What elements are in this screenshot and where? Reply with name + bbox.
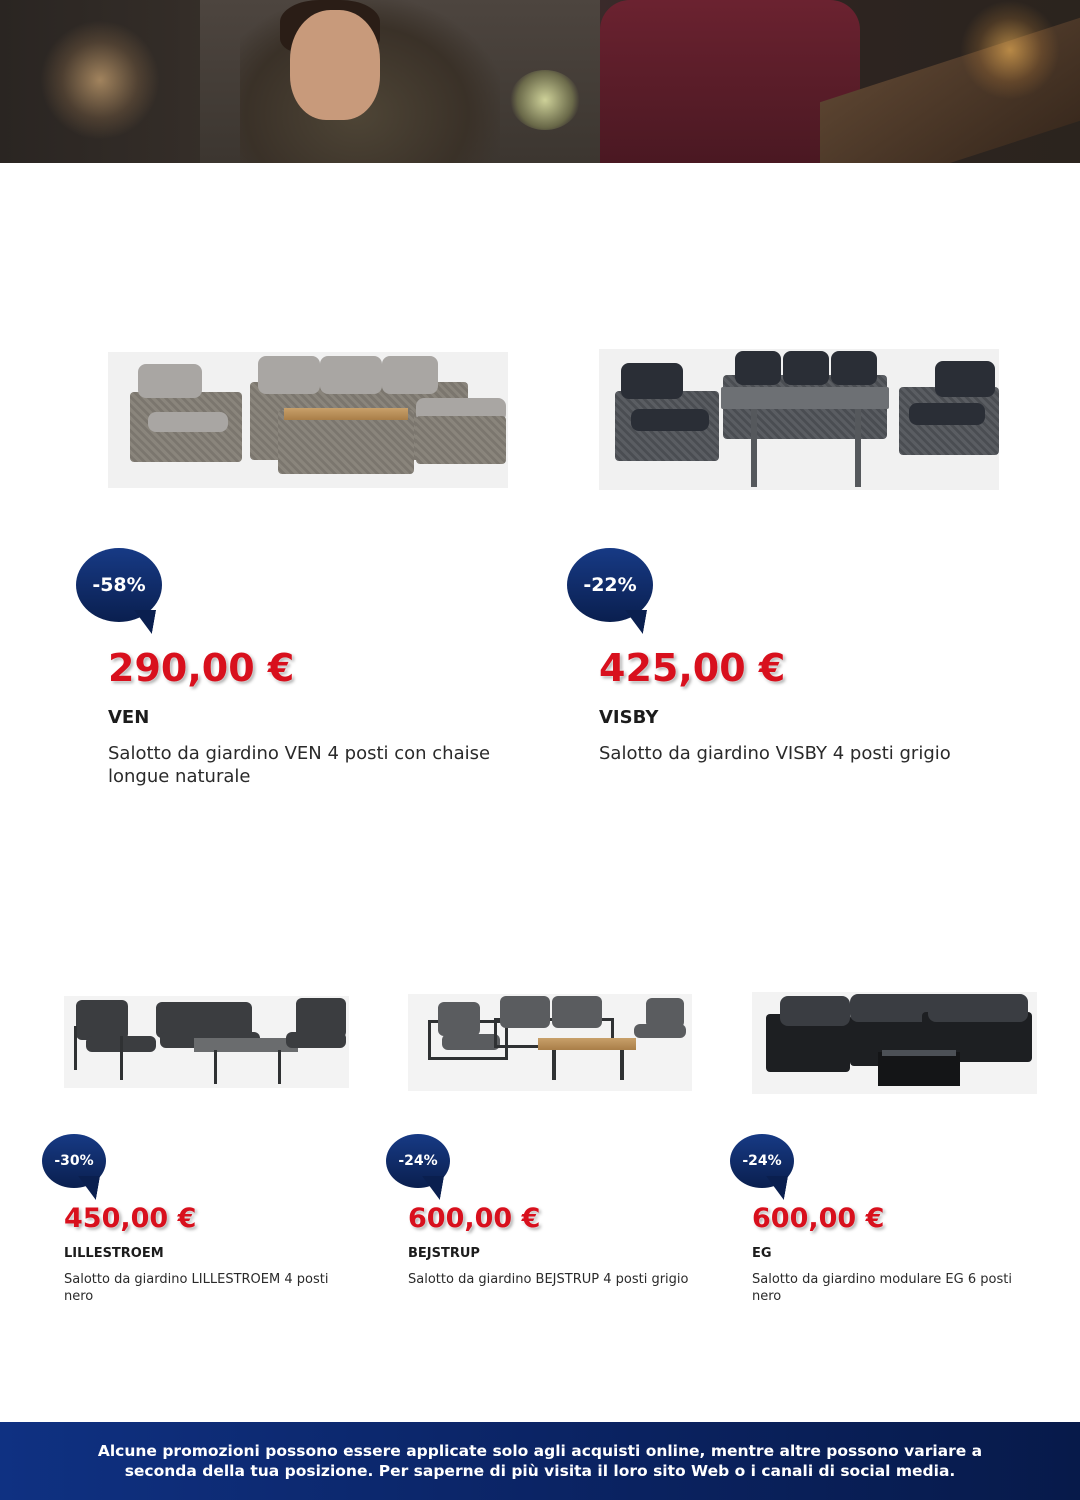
- product-name[interactable]: VISBY: [599, 707, 659, 728]
- product-name[interactable]: EG: [752, 1246, 772, 1261]
- discount-badge: [386, 1134, 450, 1188]
- product-image[interactable]: [64, 996, 349, 1088]
- discount-badge: [76, 548, 162, 622]
- footer-disclaimer-bar: [0, 1422, 1080, 1500]
- discount-label: -22%: [583, 574, 637, 596]
- product-description: Salotto da giardino LILLESTROEM 4 posti nero: [64, 1272, 329, 1304]
- price: 600,00 €: [752, 1203, 885, 1234]
- discount-badge: [730, 1134, 794, 1188]
- product-description: Salotto da giardino VISBY 4 posti grigio: [599, 743, 951, 764]
- discount-label: -24%: [398, 1153, 438, 1169]
- discount-label: -30%: [54, 1153, 94, 1169]
- price: 450,00 €: [64, 1203, 197, 1234]
- product-name[interactable]: BEJSTRUP: [408, 1246, 480, 1261]
- price: 425,00 €: [599, 646, 786, 690]
- hero-image: [0, 0, 1080, 163]
- product-image[interactable]: [408, 994, 692, 1091]
- discount-label: -24%: [742, 1153, 782, 1169]
- product-image[interactable]: [752, 992, 1037, 1094]
- price: 290,00 €: [108, 646, 295, 690]
- discount-badge: [42, 1134, 106, 1188]
- product-image[interactable]: [599, 349, 999, 490]
- discount-label: -58%: [92, 574, 146, 596]
- disclaimer-text: Alcune promozioni possono essere applicate solo agli acquisti online, mentre altre possono variare a seconda della tua posizione. Per saperne di più visita il loro sito Web o i canali di social media.: [97, 1442, 983, 1480]
- product-name[interactable]: LILLESTROEM: [64, 1246, 164, 1261]
- product-image[interactable]: [108, 352, 508, 488]
- product-description: Salotto da giardino BEJSTRUP 4 posti grigio: [408, 1272, 689, 1287]
- product-name[interactable]: VEN: [108, 707, 150, 728]
- product-description: Salotto da giardino modulare EG 6 posti nero: [752, 1272, 1012, 1304]
- product-description: Salotto da giardino VEN 4 posti con chaise longue naturale: [108, 743, 491, 787]
- price: 600,00 €: [408, 1203, 541, 1234]
- discount-badge: [567, 548, 653, 622]
